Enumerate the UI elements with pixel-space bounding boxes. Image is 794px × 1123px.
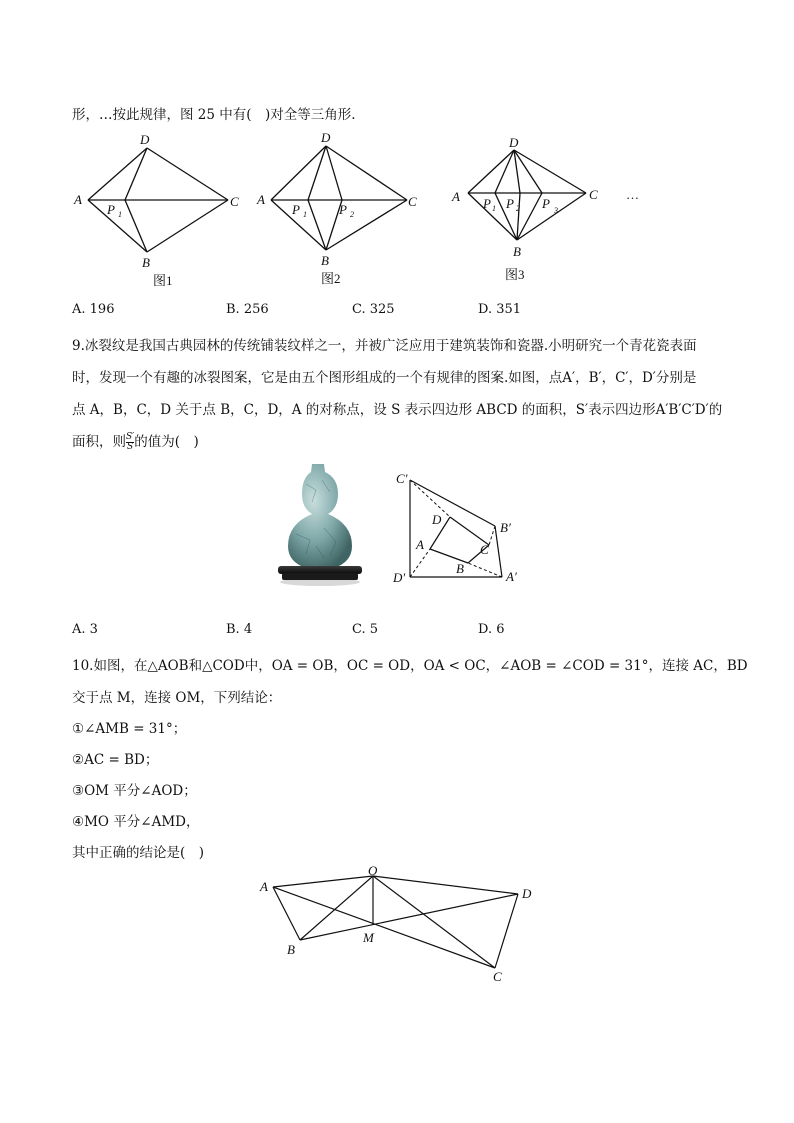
label-sub-1: 1 [492, 204, 496, 213]
label-C: C [493, 969, 502, 984]
label-C: C [480, 542, 489, 557]
q9-line-1: 9.冰裂纹是我国古典园林的传统铺装纹样之一，并被广泛应用于建筑装饰和瓷器.小明研究一个青花瓷表面 [72, 338, 697, 354]
fraction-numerator: S′ [126, 432, 135, 442]
label-D: D [509, 135, 519, 150]
label-sub-1: 1 [303, 210, 307, 219]
q8-option-c: C. 325 [352, 302, 395, 317]
q9-option-b: B. 4 [226, 622, 253, 637]
label-D: D [432, 512, 442, 527]
label-O: O [368, 863, 378, 878]
label-C-prime: C′ [396, 471, 408, 486]
q8-option-b: B. 256 [226, 302, 269, 317]
label-sub-3: 3 [554, 206, 558, 215]
label-D: D [522, 886, 532, 901]
fig2-caption: 图2 [321, 271, 341, 286]
label-A: A [416, 537, 424, 552]
q9-fraction [126, 433, 134, 452]
q10-conclusion-2: ②AC = BD； [72, 752, 159, 768]
label-B-prime: B′ [500, 520, 511, 535]
label-P: P [506, 196, 514, 211]
label-D-prime: D′ [393, 570, 406, 585]
q10-line-2: 交于点 M，连接 OM，下列结论： [72, 690, 282, 706]
label-D: D [140, 132, 150, 147]
q8-stem-tail: 形，…按此规律，图 25 中有( )对全等三角形. [72, 107, 356, 123]
label-P: P [339, 202, 347, 217]
q9-line-4-post: 的值为( ) [134, 434, 199, 450]
q10-conclusion-1: ①∠AMB = 31°； [72, 721, 187, 737]
celadon-vase-image [272, 458, 362, 592]
q9-option-a: A. 3 [72, 622, 98, 637]
label-C: C [230, 194, 239, 209]
q10-conclusion-3: ③OM 平分∠AOD； [72, 783, 197, 799]
q8-figure-3 [450, 135, 660, 294]
label-B: B [321, 253, 329, 268]
label-A: A [74, 192, 82, 207]
q8-option-a: A. 196 [72, 302, 115, 317]
label-P: P [292, 202, 300, 217]
label-P: P [542, 196, 550, 211]
fraction-denominator: S [127, 442, 134, 452]
label-sub-1: 1 [118, 210, 122, 219]
fig1-caption: 图1 [153, 273, 173, 288]
q8-figure-1 [70, 130, 245, 294]
q9-line-2: 时，发现一个有趣的冰裂图案，它是由五个图形组成的一个有规律的图案.如图，点A′，B′，C′，D′分别是 [72, 370, 697, 386]
label-A-prime: A′ [506, 569, 517, 584]
q9-option-c: C. 5 [352, 622, 379, 637]
q10-conclusion-4: ④MO 平分∠AMD， [72, 814, 200, 830]
label-C: C [408, 194, 417, 209]
q9-line-4-pre: 面积，则 [72, 434, 126, 450]
q8-figure-2 [255, 128, 430, 292]
label-D: D [321, 130, 331, 145]
label-sub-2: 2 [350, 210, 354, 219]
q9-line-3: 点 A，B，C，D 关于点 B，C，D，A 的对称点，设 S 表示四边形 ABCD 的面积，S′表示四边形A′B′C′D′的 [72, 402, 723, 418]
q9-geometry-figure [388, 465, 538, 599]
q10-line-1: 10.如图，在△AOB和△COD中，OA = OB，OC = OD，OA < OC，∠AOB = ∠COD = 31°，连接 AC，BD [72, 658, 748, 674]
label-P: P [107, 202, 115, 217]
label-P: P [483, 196, 491, 211]
label-C: C [589, 187, 598, 202]
label-B: B [142, 255, 150, 270]
label-A: A [260, 879, 268, 894]
q8-option-d: D. 351 [478, 302, 522, 317]
continuation-dots: … [626, 187, 639, 202]
label-B: B [456, 561, 464, 576]
label-M: M [363, 930, 374, 945]
label-B: B [287, 942, 295, 957]
label-B: B [513, 244, 521, 259]
label-A: A [257, 192, 265, 207]
q10-geometry-figure [255, 862, 545, 991]
fig3-caption: 图3 [505, 267, 525, 282]
label-A: A [452, 189, 460, 204]
q10-ask: 其中正确的结论是( ) [72, 845, 205, 861]
q9-line-4 [72, 430, 199, 452]
label-sub-2: 2 [516, 204, 520, 213]
q9-option-d: D. 6 [478, 622, 505, 637]
